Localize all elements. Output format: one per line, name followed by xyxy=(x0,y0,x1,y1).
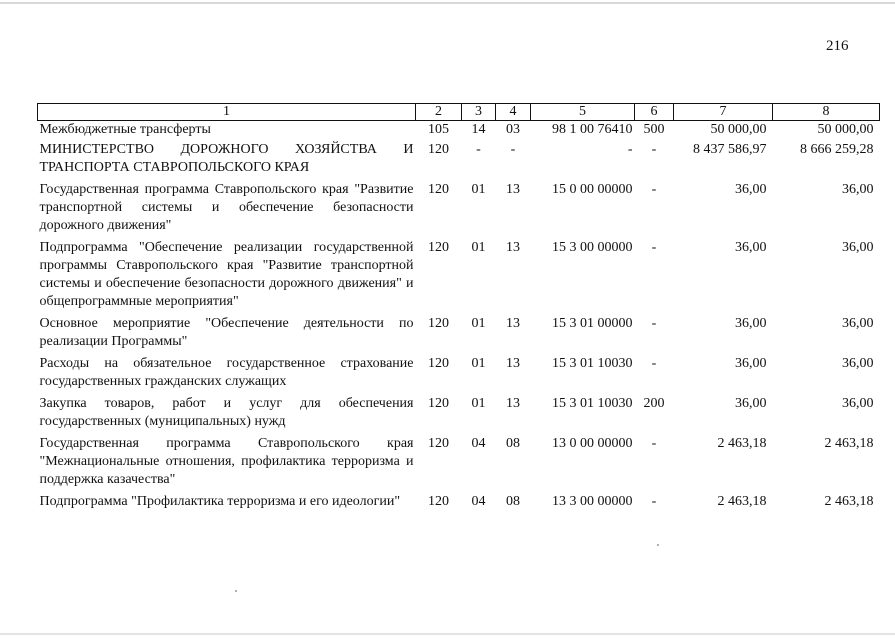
row-col-5: 98 1 00 76410 xyxy=(552,122,633,137)
row-col-7: 36,00 xyxy=(735,182,767,197)
row-col-2: 120 xyxy=(428,436,449,451)
row-col-5: 15 0 00 00000 xyxy=(552,182,633,197)
row-col-6: 500 xyxy=(643,122,665,137)
row-col-3: 01 xyxy=(471,240,486,255)
row-col-4: 13 xyxy=(506,240,520,255)
row-col-4: 08 xyxy=(506,436,520,451)
row-col-7: 36,00 xyxy=(735,240,767,255)
row-col-6: - xyxy=(651,494,657,509)
row-col-7: 50 000,00 xyxy=(710,122,767,137)
table-row xyxy=(38,435,880,493)
row-col-8: 36,00 xyxy=(842,356,874,371)
header-col-3: 3 xyxy=(462,104,496,121)
row-col-4: 08 xyxy=(506,494,520,509)
row-col-6: - xyxy=(651,182,657,197)
row-col-5: 13 3 00 00000 xyxy=(552,494,633,509)
budget-table xyxy=(37,103,880,515)
table-row xyxy=(38,141,880,181)
row-col-4: - xyxy=(510,142,516,157)
row-col-3: 01 xyxy=(471,356,486,371)
row-col-3: 04 xyxy=(471,494,486,509)
row-col-8: 36,00 xyxy=(842,396,874,411)
row-col-5: 15 3 00 00000 xyxy=(552,240,633,255)
row-col-3: 01 xyxy=(471,396,486,411)
row-name: Межбюджетные трансферты xyxy=(39,122,211,137)
row-col-2: 120 xyxy=(428,316,449,331)
table-row xyxy=(38,395,880,435)
row-col-4: 13 xyxy=(506,356,520,371)
row-col-7: 36,00 xyxy=(735,316,767,331)
row-col-8: 8 666 259,28 xyxy=(800,142,874,157)
table-row xyxy=(38,121,880,142)
row-name: Подпрограмма "Профилактика терроризма и его идеологии" xyxy=(39,494,401,509)
scan-bottom-edge xyxy=(0,633,895,635)
table-row xyxy=(38,239,880,315)
row-col-8: 2 463,18 xyxy=(824,436,874,451)
row-name: Государственная программа Ставропольского края "Межнациональные отношения, профилактика терроризма и поддержка казачества" xyxy=(39,436,414,487)
row-col-8: 36,00 xyxy=(842,240,874,255)
row-col-6: 200 xyxy=(643,396,665,411)
row-col-5: 15 3 01 10030 xyxy=(552,356,633,371)
row-col-6: - xyxy=(651,356,657,371)
row-col-2: 120 xyxy=(428,240,449,255)
row-name: Расходы на обязательное государственное страхование государственных гражданских служащих xyxy=(39,356,414,389)
row-col-2: 120 xyxy=(428,494,449,509)
row-col-7: 2 463,18 xyxy=(717,436,767,451)
row-col-6: - xyxy=(651,240,657,255)
row-col-4: 13 xyxy=(506,396,520,411)
row-col-2: 120 xyxy=(428,396,449,411)
header-col-8: 8 xyxy=(773,104,880,121)
row-col-7: 36,00 xyxy=(735,356,767,371)
row-col-4: 03 xyxy=(506,122,520,137)
row-col-7: 2 463,18 xyxy=(717,494,767,509)
header-col-7: 7 xyxy=(674,104,773,121)
row-col-3: 01 xyxy=(471,182,486,197)
row-col-4: 13 xyxy=(506,316,520,331)
row-name: Основное мероприятие "Обеспечение деятельности по реализации Программы" xyxy=(39,316,414,349)
row-col-4: 13 xyxy=(506,182,520,197)
header-col-1: 1 xyxy=(38,104,416,121)
row-col-3: 04 xyxy=(471,436,486,451)
scan-speck xyxy=(657,544,659,546)
header-col-6: 6 xyxy=(635,104,674,121)
row-col-5: 15 3 01 00000 xyxy=(552,316,633,331)
row-col-6: - xyxy=(651,316,657,331)
table-row xyxy=(38,355,880,395)
row-name: Подпрограмма "Обеспечение реализации государственной программы Ставропольского края "Развитие транспортной системы и обеспечение безопасности дорожного движения" и общепрограммные мероприятия" xyxy=(39,240,414,309)
header-col-5: 5 xyxy=(531,104,635,121)
row-col-8: 36,00 xyxy=(842,316,874,331)
row-col-2: 120 xyxy=(428,182,449,197)
header-col-4: 4 xyxy=(496,104,531,121)
table-row xyxy=(38,315,880,355)
table-row xyxy=(38,493,880,515)
table-row xyxy=(38,181,880,239)
row-col-3: 14 xyxy=(471,122,486,137)
row-name: Закупка товаров, работ и услуг для обеспечения государственных (муниципальных) нужд xyxy=(39,396,414,429)
row-col-7: 36,00 xyxy=(735,396,767,411)
row-col-8: 2 463,18 xyxy=(824,494,874,509)
row-col-5: 13 0 00 00000 xyxy=(552,436,633,451)
header-row xyxy=(38,104,880,121)
row-col-8: 50 000,00 xyxy=(817,122,874,137)
row-col-6: - xyxy=(651,436,657,451)
scan-top-edge xyxy=(0,2,895,4)
row-name: МИНИСТЕРСТВО ДОРОЖНОГО ХОЗЯЙСТВА И ТРАНСПОРТА СТАВРОПОЛЬСКОГО КРАЯ xyxy=(39,142,414,175)
scan-speck xyxy=(235,590,237,592)
row-col-3: 01 xyxy=(471,316,486,331)
row-name: Государственная программа Ставропольского края "Развитие транспортной системы и обеспечение безопасности дорожного движения" xyxy=(39,182,414,233)
row-col-7: 8 437 586,97 xyxy=(693,142,767,157)
header-col-2: 2 xyxy=(416,104,462,121)
row-col-2: 120 xyxy=(428,356,449,371)
page-number: 216 xyxy=(826,38,849,54)
row-col-6: - xyxy=(651,142,657,157)
row-col-2: 105 xyxy=(428,122,449,137)
row-col-5: - xyxy=(627,142,633,157)
row-col-2: 120 xyxy=(428,142,449,157)
row-col-5: 15 3 01 10030 xyxy=(552,396,633,411)
row-col-3: - xyxy=(476,142,481,157)
row-col-8: 36,00 xyxy=(842,182,874,197)
